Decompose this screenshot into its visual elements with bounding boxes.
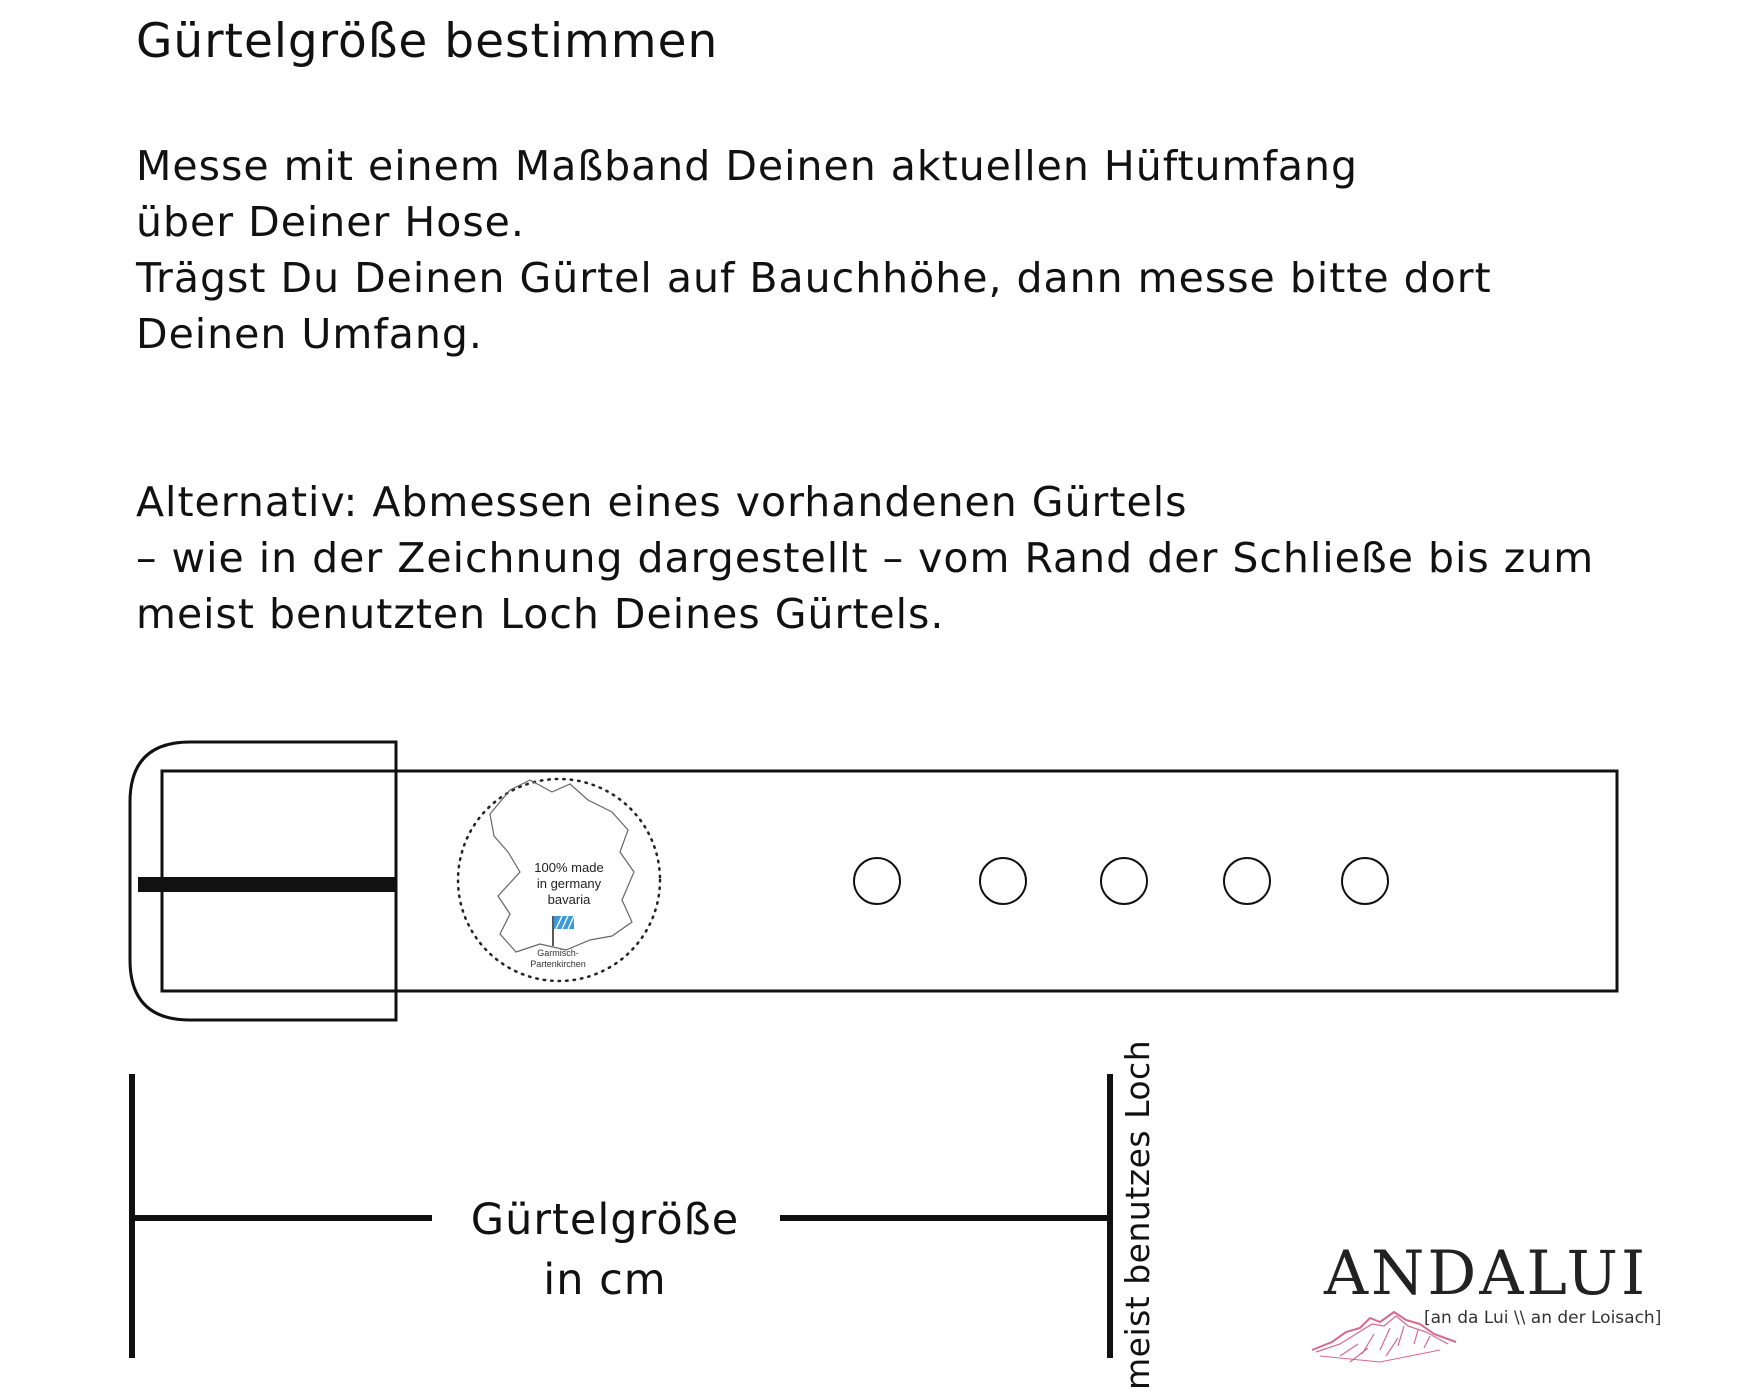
belt-hole (980, 858, 1026, 904)
belt-size-label-line1: Gürtelgröße (470, 1195, 740, 1245)
alternative-line: meist benutzten Loch Deines Gürtels. (136, 590, 945, 638)
brand-name: ANDALUI (1324, 1238, 1649, 1309)
belt-size-label-line2: in cm (543, 1255, 667, 1305)
belt-hole (1224, 858, 1270, 904)
instruction-line: Deinen Umfang. (136, 310, 483, 358)
belt-hole (1101, 858, 1147, 904)
instruction-line: Messe mit einem Maßband Deinen aktuellen Hüftumfang (136, 142, 1359, 190)
made-in-germany-stamp (458, 779, 660, 981)
brand-tagline: [an da Lui \\ an der Loisach] (1424, 1308, 1662, 1328)
stamp-text-1: 100% made (534, 860, 604, 875)
belt-hole (1342, 858, 1388, 904)
stamp-place-1: Garmisch- (537, 948, 579, 958)
stamp-place-2: Partenkirchen (530, 959, 586, 969)
alternative-line: Alternativ: Abmessen eines vorhandenen Gürtels (136, 478, 1188, 526)
brand-logo (1310, 1236, 1670, 1366)
stamp-text-3: bavaria (547, 892, 591, 907)
stamp-text-2: in germany (536, 876, 602, 891)
belt-size-label (440, 1190, 770, 1310)
bavaria-flag-icon (553, 916, 574, 946)
instruction-line: Trägst Du Deinen Gürtel auf Bauchhöhe, dann messe bitte dort (136, 254, 1492, 302)
most-used-hole-label: meist benutzes Loch (1118, 1039, 1157, 1390)
instruction-line: über Deiner Hose. (136, 198, 525, 246)
buckle-prong (138, 877, 396, 892)
page-title: Gürtelgröße bestimmen (136, 14, 719, 69)
alternative-line: – wie in der Zeichnung dargestellt – vom Rand der Schließe bis zum (136, 534, 1595, 582)
belt-hole (854, 858, 900, 904)
